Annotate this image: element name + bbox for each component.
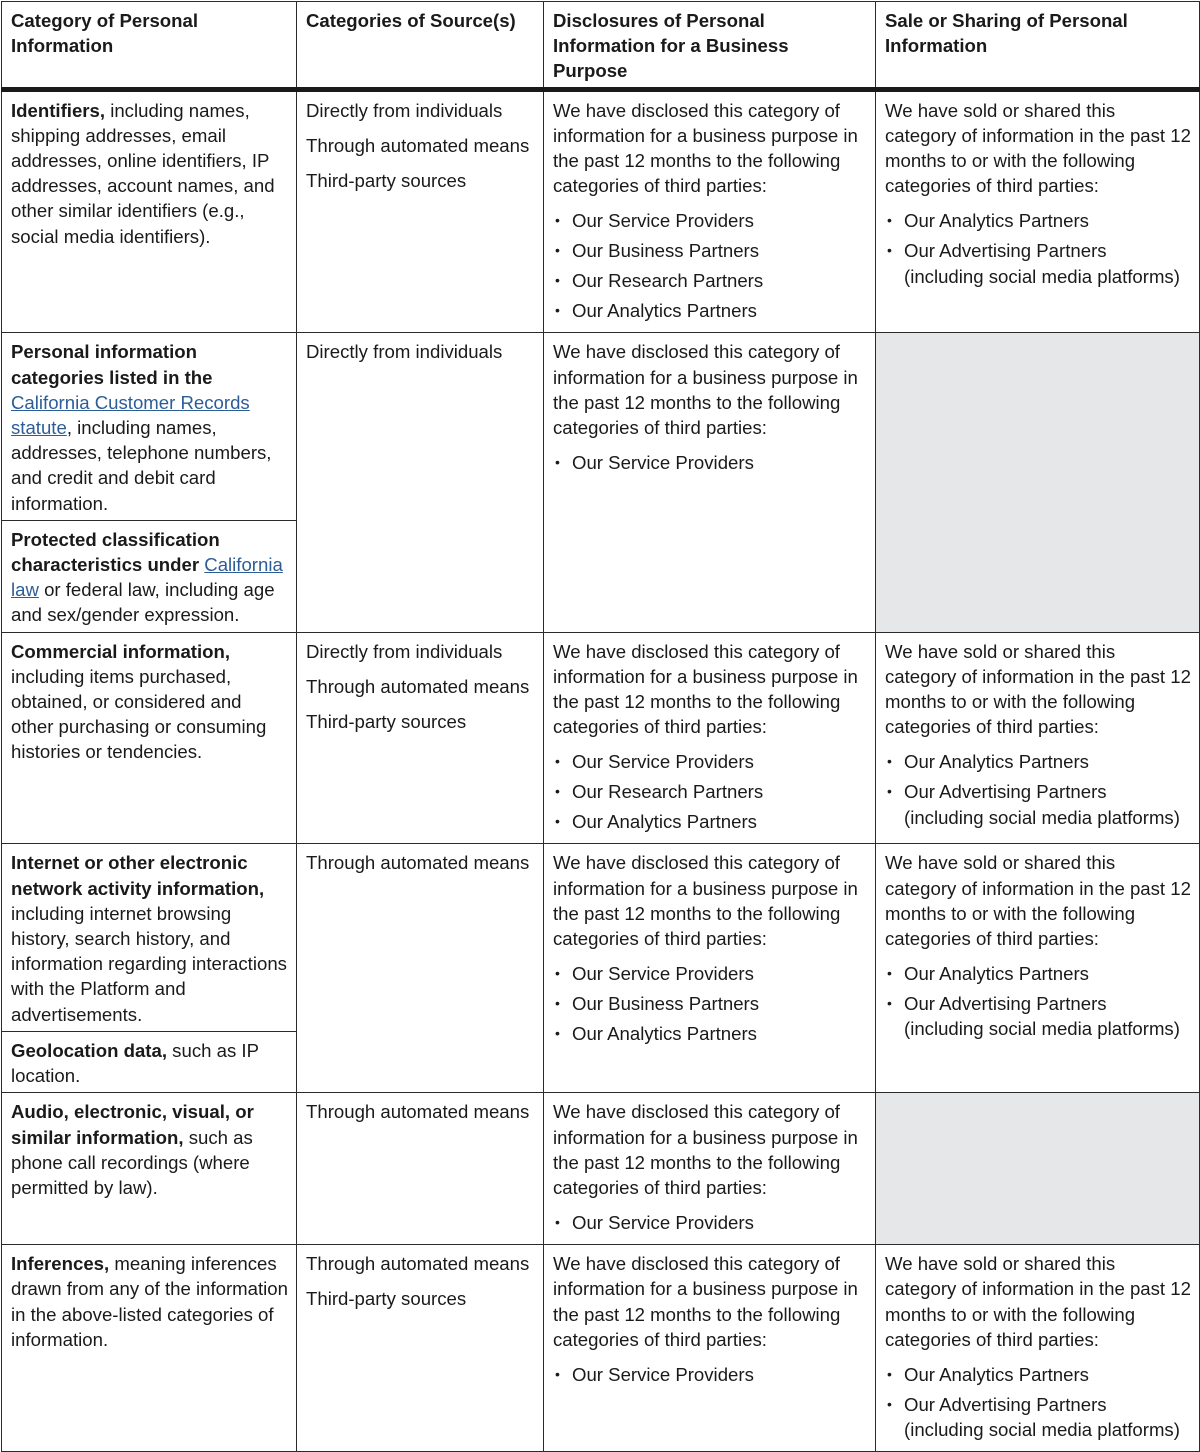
california-customer-records-link[interactable]: California Customer Records statute	[11, 391, 250, 439]
list-item: • Our Business Partners	[553, 238, 867, 263]
list-item: • Our Research Partners	[553, 268, 867, 293]
disclosures-cell	[544, 1093, 876, 1245]
disclosure-text: We have disclosed this category of information for a business purpose in the past 12 months to the following categories of third parties:	[553, 341, 858, 439]
sources-cell	[297, 1245, 544, 1452]
category-title: Inferences,	[11, 1253, 110, 1275]
source-item: Third-party sources	[306, 1288, 467, 1310]
disclosure-text: We have disclosed this category of information for a business purpose in the past 12 months to the following categories of third parties:	[553, 640, 858, 738]
list-item: • Our Advertising Partners (including social media platforms)	[885, 779, 1191, 829]
source-item: Directly from individuals	[306, 341, 503, 363]
list-item: • Our Service Providers	[553, 1210, 867, 1235]
partner-list	[553, 749, 867, 834]
category-cell	[2, 1245, 297, 1452]
source-item: Through automated means	[306, 1253, 530, 1275]
category-description: including names, shipping addresses, email addresses, online identifiers, IP addresses, account names, and other similar identifiers (e.g., social media identifiers).	[11, 99, 275, 247]
category-title: Personal information categories listed in the	[11, 341, 213, 388]
list-item: • Our Analytics Partners	[553, 809, 867, 834]
sale-text: We have sold or shared this category of information in the past 12 months to or with the following categories of third parties:	[885, 1253, 1191, 1350]
category-description: such as phone call recordings (where permitted by law).	[11, 1126, 253, 1198]
table-row	[2, 333, 1200, 520]
table-row	[2, 89, 1200, 333]
category-description: or federal law, including age and sex/gender expression.	[11, 579, 275, 626]
source-item: Through automated means	[306, 852, 530, 874]
disclosures-cell	[544, 1245, 876, 1452]
disclosures-cell	[544, 89, 876, 333]
list-item: • Our Analytics Partners	[885, 961, 1191, 986]
source-item: Directly from individuals	[306, 99, 503, 121]
category-title: Internet or other electronic network activity information,	[11, 852, 265, 899]
category-title: Geolocation data,	[11, 1039, 168, 1061]
list-item: • Our Analytics Partners	[553, 1021, 867, 1046]
partner-list	[885, 961, 1191, 1041]
disclosures-cell	[544, 333, 876, 632]
list-item: • Our Service Providers	[553, 961, 867, 986]
sale-cell	[876, 1245, 1200, 1452]
disclosures-cell	[544, 844, 876, 1093]
header-sources: Categories of Source(s)	[297, 2, 544, 90]
sale-text: We have sold or shared this category of information in the past 12 months to or with the following categories of third parties:	[885, 640, 1191, 738]
header-sale: Sale or Sharing of Personal Information	[876, 2, 1200, 90]
source-item: Third-party sources	[306, 170, 467, 192]
sale-cell	[876, 632, 1200, 844]
partner-list	[885, 749, 1191, 829]
disclosure-text: We have disclosed this category of information for a business purpose in the past 12 months to the following categories of third parties:	[553, 1253, 858, 1350]
list-item: • Our Analytics Partners	[885, 749, 1191, 774]
table-row	[2, 1093, 1200, 1245]
sale-cell-empty	[876, 1093, 1200, 1245]
list-item: • Our Service Providers	[553, 450, 867, 475]
link-text: law	[11, 579, 39, 601]
category-cell	[2, 632, 297, 844]
disclosure-text: We have disclosed this category of information for a business purpose in the past 12 months to the following categories of third parties:	[553, 1101, 858, 1198]
source-item: Directly from individuals	[306, 640, 503, 662]
list-item: • Our Research Partners	[553, 779, 867, 804]
category-cell	[2, 520, 297, 632]
header-category: Category of Personal Information	[2, 2, 297, 90]
header-row	[2, 2, 1200, 90]
category-cell	[2, 1093, 297, 1245]
sources-cell	[297, 1093, 544, 1245]
list-item: • Our Advertising Partners (including social media platforms)	[885, 991, 1191, 1041]
category-description: such as IP location.	[11, 1039, 259, 1087]
category-cell	[2, 89, 297, 333]
partner-list	[553, 1210, 867, 1235]
category-description: including internet browsing history, search history, and information regarding interactions with the Platform and advertisements.	[11, 902, 287, 1025]
category-description: , including names, addresses, telephone numbers, and credit and debit card information.	[11, 417, 272, 514]
list-item: • Our Advertising Partners (including social media platforms)	[885, 238, 1191, 288]
category-description: including items purchased, obtained, or considered and other purchasing or consuming histories or tendencies.	[11, 665, 267, 763]
list-item: • Our Advertising Partners (including social media platforms)	[885, 1392, 1191, 1442]
partner-list	[553, 1362, 867, 1387]
list-item: • Our Analytics Partners	[885, 208, 1191, 233]
category-description: meaning inferences drawn from any of the information in the above-listed categories of information.	[11, 1253, 288, 1350]
link-text: California	[204, 554, 283, 576]
table-row	[2, 844, 1200, 1031]
list-item: • Our Service Providers	[553, 749, 867, 774]
partner-list	[885, 1362, 1191, 1442]
sources-cell	[297, 89, 544, 333]
category-title: Identifiers,	[11, 99, 106, 121]
list-item: • Our Business Partners	[553, 991, 867, 1016]
category-title: Protected classification characteristics under	[11, 528, 220, 576]
header-disclosures: Disclosures of Personal Information for a Business Purpose	[544, 2, 876, 90]
sale-text: We have sold or shared this category of information in the past 12 months to or with the following categories of third parties:	[885, 99, 1191, 197]
partner-list	[553, 208, 867, 323]
partner-list	[553, 961, 867, 1046]
category-title: Audio, electronic, visual, or similar information,	[11, 1101, 254, 1148]
source-item: Through automated means	[306, 675, 530, 697]
partner-list	[553, 450, 867, 475]
personal-information-table	[1, 1, 1200, 1452]
disclosure-text: We have disclosed this category of information for a business purpose in the past 12 months to the following categories of third parties:	[553, 99, 858, 197]
disclosures-cell	[544, 632, 876, 844]
source-item: Through automated means	[306, 1101, 530, 1123]
disclosure-text: We have disclosed this category of information for a business purpose in the past 12 months to the following categories of third parties:	[553, 852, 858, 950]
category-title: Commercial information,	[11, 640, 231, 662]
sale-cell	[876, 89, 1200, 333]
sale-cell-empty	[876, 333, 1200, 632]
sources-cell	[297, 844, 544, 1093]
source-item: Through automated means	[306, 134, 530, 156]
sources-cell	[297, 333, 544, 632]
table-row	[2, 632, 1200, 844]
sources-cell	[297, 632, 544, 844]
category-cell	[2, 1031, 297, 1092]
table-row	[2, 1245, 1200, 1452]
list-item: • Our Service Providers	[553, 1362, 867, 1387]
list-item: • Our Service Providers	[553, 208, 867, 233]
partner-list	[885, 208, 1191, 288]
sale-cell	[876, 844, 1200, 1093]
category-cell	[2, 844, 297, 1031]
list-item: • Our Analytics Partners	[885, 1362, 1191, 1387]
category-cell	[2, 333, 297, 520]
list-item: • Our Analytics Partners	[553, 298, 867, 323]
sale-text: We have sold or shared this category of information in the past 12 months to or with the following categories of third parties:	[885, 852, 1191, 950]
source-item: Third-party sources	[306, 711, 467, 733]
